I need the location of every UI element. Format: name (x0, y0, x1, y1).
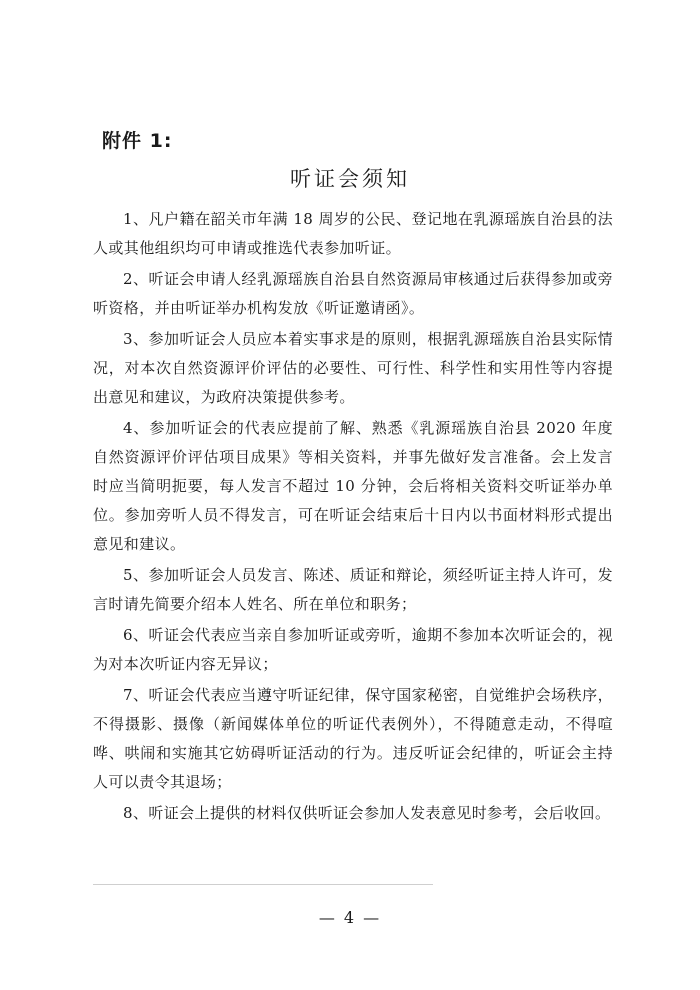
paragraph-1: 1、凡户籍在韶关市年满 18 周岁的公民、登记地在乳源瑶族自治县的法人或其他组织均可申请或推选代表参加听证。 (93, 210, 613, 257)
paragraph-4: 4、参加听证会的代表应提前了解、熟悉《乳源瑶族自治县 2020 年度自然资源评价评估项目成果》等相关资料，并事先做好发言准备。会上发言时应当简明扼要，每人发言不超过 10 分钟，会后将相关资料交听证举办单位。参加旁听人员不得发言，可在听证会结束后十日内以书面材料形式提出意见和建议。 (93, 419, 613, 553)
paragraph-6: 6、听证会代表应当亲自参加听证或旁听，逾期不参加本次听证会的，视为对本次听证内容无异议； (93, 626, 613, 673)
page-number: — 4 — (318, 908, 382, 927)
document-title: 听证会须知 (290, 167, 410, 191)
attachment-label: 附件 1: (102, 130, 173, 152)
paragraph-2: 2、听证会申请人经乳源瑶族自治县自然资源局审核通过后获得参加或旁听资格，并由听证举办机构发放《听证邀请函》。 (93, 270, 613, 317)
footer-divider (93, 884, 433, 885)
document-body (93, 205, 613, 830)
paragraph-8: 8、听证会上提供的材料仅供听证会参加人发表意见时参考，会后收回。 (123, 804, 611, 822)
paragraph-3: 3、参加听证会人员应本着实事求是的原则，根据乳源瑶族自治县实际情况，对本次自然资源评价评估的必要性、可行性、科学性和实用性等内容提出意见和建议，为政府决策提供参考。 (93, 330, 613, 406)
paragraph-5: 5、参加听证会人员发言、陈述、质证和辩论，须经听证主持人许可，发言时请先简要介绍本人姓名、所在单位和职务； (93, 566, 613, 613)
paragraph-7: 7、听证会代表应当遵守听证纪律，保守国家秘密，自觉维护会场秩序，不得摄影、摄像（新闻媒体单位的听证代表例外），不得随意走动，不得喧哗、哄闹和实施其它妨碍听证活动的行为。违反听证会纪律的，听证会主持人可以责令其退场； (93, 686, 613, 791)
